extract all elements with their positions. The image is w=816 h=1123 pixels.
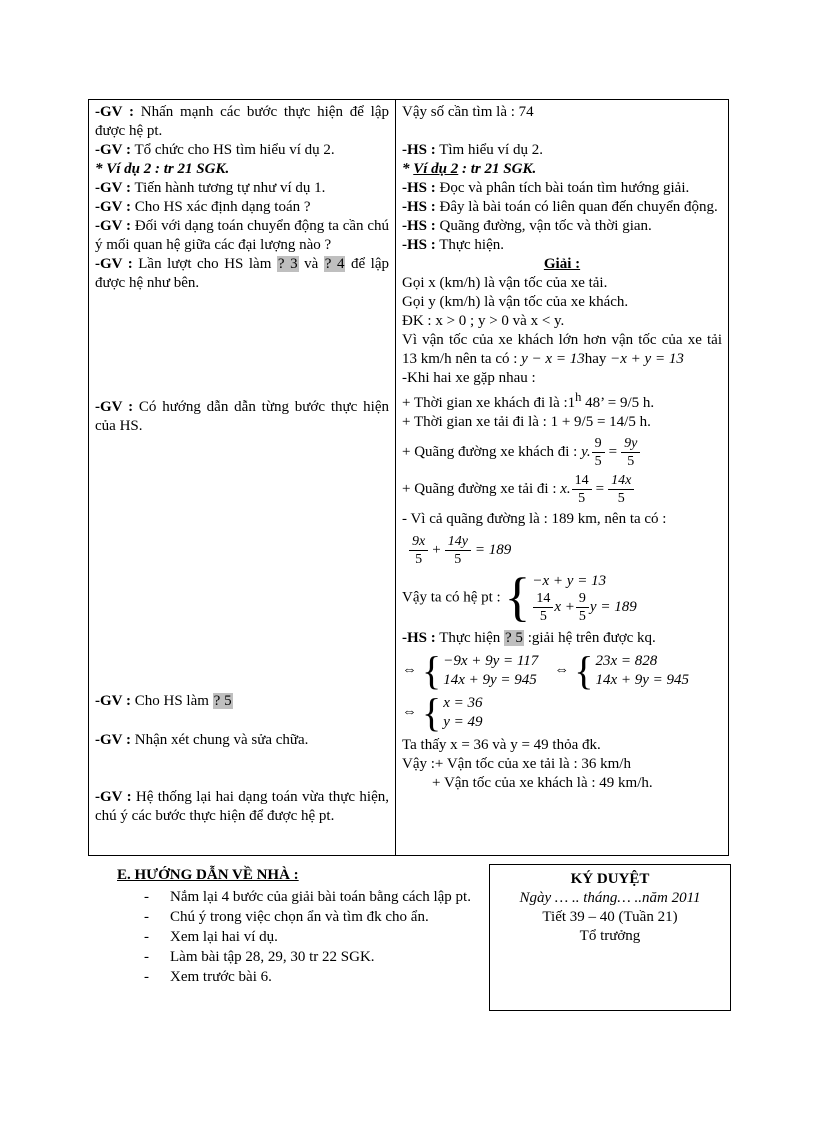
solution-line: Gọi y (km/h) là vận tốc của xe khách. [402, 294, 629, 310]
solution-text: + Quãng đường xe khách đi : [402, 443, 582, 460]
gv-label: -GV : [95, 142, 131, 158]
solution-step-2 [402, 690, 722, 735]
hs-label: -HS : [402, 180, 436, 196]
gv-text: Nhấn mạnh các bước thực hiện để lập được hệ pt. [95, 104, 389, 139]
equation: x = 36 [443, 695, 483, 711]
homework-item-text: Xem lại hai ví dụ. [170, 929, 278, 945]
iff-arrow: ⇔ [402, 662, 417, 679]
solution-text: hay [584, 351, 611, 367]
question-5-highlight: ? 5 [213, 693, 232, 709]
gv-text: để lập được hệ như bên. [95, 256, 390, 291]
numerator: 14x [608, 473, 634, 490]
gv-label: -GV : [95, 732, 131, 748]
hs-text: Tìm hiểu ví dụ 2. [435, 142, 543, 158]
numerator: 9 [576, 591, 589, 608]
vidu-star: * [402, 161, 414, 177]
conclusion-line-1: Vậy :+ Vận tốc của xe tải là : 36 km/h [402, 756, 631, 772]
denominator: 5 [454, 552, 462, 567]
gv-text: Nhận xét chung và sửa chữa. [130, 732, 309, 748]
gv-note-9 [95, 731, 389, 750]
denominator: 5 [539, 609, 547, 624]
total-distance-equation [402, 534, 722, 567]
gv-note-6 [95, 255, 389, 293]
gv-note-2 [95, 141, 389, 160]
fraction [409, 534, 428, 567]
teacher-column [89, 100, 396, 855]
gv-text: Cho HS xác định dạng toán ? [130, 199, 311, 215]
iff-arrow: ⇔ [554, 662, 570, 679]
dash-bullet: - [144, 969, 149, 985]
gv-label: -GV : [95, 789, 132, 805]
equation: −x + y = 13 [532, 573, 607, 589]
numerator: 9 [592, 436, 605, 453]
denominator: 5 [594, 454, 602, 469]
superscript-h: h [575, 390, 582, 404]
gv-note-1 [95, 103, 389, 141]
hs-note-3 [402, 198, 722, 217]
gv-label: -GV : [95, 256, 133, 272]
homework-item [144, 888, 489, 907]
gv-label: -GV : [95, 180, 131, 196]
solution-text: Vì vận tốc của xe khách lớn hơn vận tốc của xe tải 13 km/h nên ta có : [402, 332, 722, 367]
brace: { [504, 567, 531, 628]
dash-bullet: - [144, 929, 149, 945]
gv-note-7 [95, 398, 389, 436]
hs-note-4 [402, 217, 722, 236]
variable: x. [560, 480, 571, 497]
denominator: 5 [617, 491, 625, 506]
homework-heading [117, 866, 489, 885]
gv-text: Đối với dạng toán chuyển động ta cần chú ý mối quan hệ giữa các đại lượng nào ? [95, 218, 389, 253]
equation-system [504, 567, 637, 628]
equation [532, 591, 636, 624]
fraction [572, 473, 592, 506]
dash-bullet: - [144, 889, 149, 905]
homework-section [117, 866, 489, 988]
equals-189: = 189 [474, 541, 512, 558]
homework-item [144, 968, 489, 987]
hs-label: -HS : [402, 199, 436, 215]
denominator: 5 [578, 609, 586, 624]
gv-label: -GV : [95, 199, 131, 215]
plus: + [432, 541, 441, 558]
equation: y = 49 [443, 714, 483, 730]
equation-system [422, 648, 539, 693]
answer-74: Vậy số cần tìm là : 74 [402, 104, 534, 120]
hs-text: :giải hệ trên được kq. [523, 630, 656, 646]
fraction [592, 436, 605, 469]
hs-label: -HS : [402, 630, 436, 646]
gv-text: Có hướng dẫn dẫn từng bước thực hiện của HS. [95, 399, 389, 434]
system-equations [595, 652, 689, 690]
equation-system [422, 690, 483, 735]
solution-text: + Thời gian xe khách đi là :1 [402, 395, 576, 411]
distance-eq-tai [402, 473, 722, 506]
solution-heading-text: Giải : [543, 256, 581, 272]
numerator: 9x [409, 534, 428, 551]
hs-text: Thực hiện. [435, 237, 505, 253]
equation: y − x = 13 [521, 351, 585, 367]
hs-text: Đây là bài toán có liên quan đến chuyển động. [435, 199, 718, 215]
solution-text: 48’ = 9/5 h. [581, 395, 655, 411]
hs-label: -HS : [402, 237, 436, 253]
gv-text: Tổ chức cho HS tìm hiểu ví dụ 2. [130, 142, 335, 158]
gv-note-3 [95, 179, 389, 198]
gv-label: -GV : [95, 693, 131, 709]
solution-line: Ta thấy x = 36 và y = 49 thỏa đk. [402, 737, 601, 753]
solution-heading [402, 255, 722, 274]
gv-label: -GV : [95, 104, 134, 120]
example-2-heading [402, 160, 722, 179]
gv-text: Hệ thống lại hai dạng toán vừa thực hiện, chú ý các bước thực hiện để được hệ pt. [95, 789, 389, 824]
solution-line: - Vì cả quãng đường là : 189 km, nên ta có : [402, 511, 667, 527]
hs-note-2 [402, 179, 722, 198]
gv-text: Tiến hành tương tự như ví dụ 1. [130, 180, 326, 196]
denominator: 5 [578, 491, 586, 506]
brace: { [574, 648, 594, 693]
equation-part: y = 189 [589, 599, 637, 615]
approval-box [489, 864, 731, 1011]
vidu-title: Ví dụ 2 [413, 161, 459, 177]
fraction [445, 534, 471, 567]
brace: { [422, 648, 442, 693]
hs-note-1 [402, 141, 722, 160]
gv-label: -GV : [95, 399, 134, 415]
equation: −9x + 9y = 117 [443, 653, 539, 669]
fraction [621, 436, 640, 469]
approval-signer-role: Tổ trưởng [579, 928, 641, 944]
equals: = [608, 443, 618, 460]
solution-text: Vậy ta có hệ pt : [402, 589, 505, 606]
homework-item-text: Xem trước bài 6. [170, 969, 272, 985]
iff-arrow: ⇔ [402, 704, 417, 721]
dash-bullet: - [144, 909, 149, 925]
equation-system [574, 648, 690, 693]
approval-date: Ngày … .. tháng… ..năm 2011 [519, 890, 701, 906]
system-equations [443, 694, 482, 732]
hs-text: Quãng đường, vận tốc và thời gian. [435, 218, 652, 234]
numerator: 9y [621, 436, 640, 453]
brace: { [422, 690, 442, 735]
fraction [576, 591, 589, 624]
homework-item-text: Nắm lại 4 bước của giải bài toán bằng cách lập pt. [170, 889, 471, 905]
homework-heading-text: E. HƯỚNG DẪN VỀ NHÀ : [117, 867, 299, 883]
hs-label: -HS : [402, 218, 436, 234]
equals: = [595, 480, 605, 497]
gv-text: Lần lượt cho HS làm [132, 256, 277, 272]
solution-step-1 [402, 648, 722, 693]
gv-note-8 [95, 692, 389, 711]
gv-note-10 [95, 788, 389, 826]
numerator: 14 [572, 473, 592, 490]
gv-text: Cho HS làm [130, 693, 213, 709]
solution-line [402, 331, 722, 369]
homework-item-text: Làm bài tập 28, 29, 30 tr 22 SGK. [170, 949, 375, 965]
example-2-heading: * Ví dụ 2 : tr 21 SGK. [95, 161, 230, 177]
solution-line [402, 388, 722, 413]
student-column [396, 100, 728, 855]
approval-lesson-info: Tiết 39 – 40 (Tuần 21) [542, 909, 678, 925]
distance-eq-khach [402, 436, 722, 469]
numerator: 14 [533, 591, 553, 608]
fraction [608, 473, 634, 506]
solution-text: + Quãng đường xe tải đi : [402, 480, 561, 497]
denominator: 5 [627, 454, 635, 469]
question-3-highlight: ? 3 [277, 256, 298, 272]
system-statement [402, 567, 722, 628]
approval-title: KÝ DUYỆT [570, 871, 650, 887]
equation: −x + y = 13 [610, 351, 684, 367]
system-equations [532, 572, 636, 624]
homework-item [144, 948, 489, 967]
gv-note-4 [95, 198, 389, 217]
dash-bullet: - [144, 949, 149, 965]
solution-line: ĐK : x > 0 ; y > 0 và x < y. [402, 313, 565, 329]
denominator: 5 [415, 552, 423, 567]
question-5-highlight: ? 5 [505, 630, 523, 646]
hs-text: Thực hiện [435, 630, 505, 646]
solution-line: -Khi hai xe gặp nhau : [402, 370, 536, 386]
homework-item [144, 908, 489, 927]
numerator: 14y [445, 534, 471, 551]
homework-item-text: Chú ý trong việc chọn ẩn và tìm đk cho ẩn. [170, 909, 429, 925]
vidu-ref: : tr 21 SGK. [458, 161, 537, 177]
gv-note-5 [95, 217, 389, 255]
activities-table [88, 99, 729, 856]
equation: 14x + 9y = 945 [443, 672, 537, 688]
variable: y. [581, 443, 591, 460]
fraction [533, 591, 553, 624]
hs-note-5 [402, 236, 722, 255]
equation: 23x = 828 [595, 653, 658, 669]
equation-part: x + [554, 599, 575, 615]
solution-line: + Thời gian xe tải đi là : 1 + 9/5 = 14/5 h. [402, 414, 651, 430]
gv-text: và [298, 256, 324, 272]
hs-text: Đọc và phân tích bài toán tìm hướng giải. [435, 180, 690, 196]
question-4-highlight: ? 4 [324, 256, 345, 272]
equation: 14x + 9y = 945 [595, 672, 690, 688]
hs-note-6 [402, 629, 722, 648]
conclusion-line-2: + Vận tốc của xe khách là : 49 km/h. [432, 775, 653, 791]
system-equations [443, 652, 538, 690]
hs-label: -HS : [402, 142, 436, 158]
gv-label: -GV : [95, 218, 132, 234]
homework-item [144, 928, 489, 947]
solution-line: Gọi x (km/h) là vận tốc của xe tải. [402, 275, 608, 291]
